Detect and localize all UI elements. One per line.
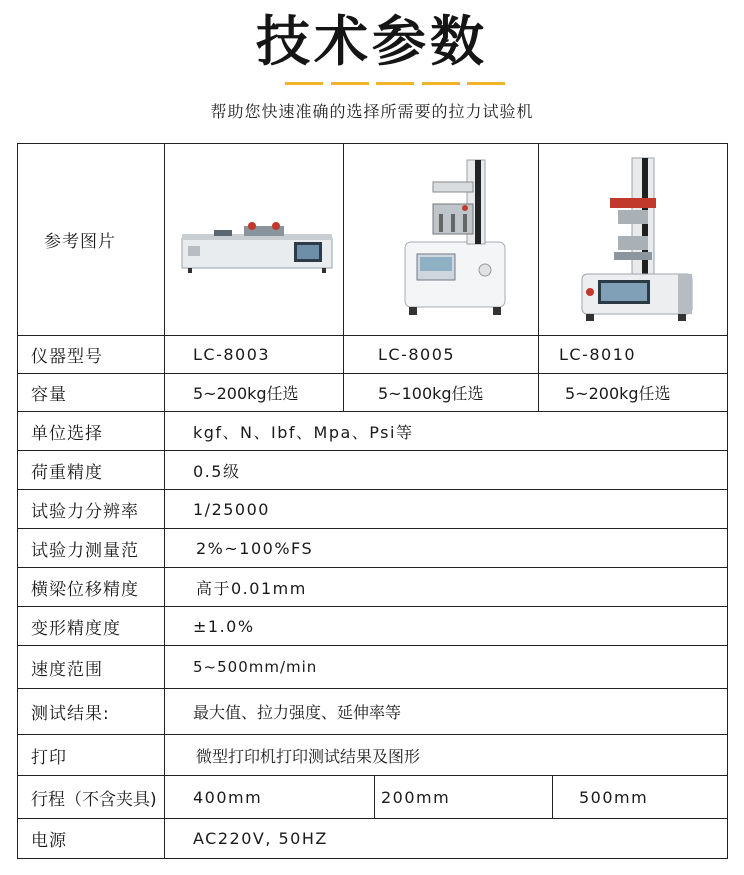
model-value: LC-8003	[193, 345, 271, 364]
spec-label: 横梁位移精度	[18, 568, 165, 606]
spec-label: 单位选择	[18, 412, 165, 450]
spec-row	[17, 734, 728, 775]
capacity-row	[17, 373, 728, 411]
spec-label: 荷重精度	[18, 451, 165, 489]
power-row	[17, 818, 728, 859]
spec-value: 2%~100%FS	[196, 538, 314, 558]
stroke-label: 行程（不含夹具)	[18, 776, 165, 818]
spec-table	[17, 143, 728, 859]
capacity-value: 5~200kg任选	[538, 374, 729, 411]
spec-label: 测试结果:	[18, 689, 165, 734]
stroke-row	[17, 775, 728, 818]
image-row	[17, 143, 728, 335]
spec-row	[17, 606, 728, 645]
spec-value: 微型打印机打印测试结果及图形	[196, 746, 421, 766]
spec-value: 高于0.01mm	[196, 578, 307, 598]
model-row	[17, 335, 728, 373]
spec-label: 打印	[18, 735, 165, 775]
spec-value: kgf、N、Ibf、Mpa、Psi等	[193, 422, 414, 442]
title-underline-decoration	[285, 82, 505, 86]
floor-column-tester-image	[538, 144, 730, 335]
spec-row	[17, 450, 728, 489]
capacity-value: 5~100kg任选	[343, 374, 538, 411]
page-title: 技术参数	[256, 10, 488, 73]
spec-label: 变形精度度	[18, 607, 165, 645]
model-value: LC-8010	[538, 336, 729, 373]
image-row-label: 参考图片	[18, 144, 165, 335]
spec-row	[17, 411, 728, 450]
single-column-tester-image	[343, 144, 539, 335]
spec-value: ±1.0%	[193, 616, 255, 636]
spec-value: 5~500mm/min	[193, 658, 318, 676]
spec-row	[17, 489, 728, 528]
spec-row	[17, 567, 728, 606]
spec-row	[17, 528, 728, 567]
stroke-value: 200mm	[374, 776, 552, 818]
spec-row	[17, 645, 728, 688]
stroke-value: 500mm	[552, 776, 729, 818]
spec-label: 速度范围	[18, 646, 165, 688]
spec-label: 试验力分辨率	[18, 490, 165, 528]
model-value: LC-8005	[343, 336, 538, 373]
power-value: AC220V, 50HZ	[193, 829, 328, 848]
page-subtitle: 帮助您快速准确的选择所需要的拉力试验机	[210, 102, 534, 121]
capacity-value: 5~200kg任选	[193, 384, 299, 403]
spec-label: 试验力测量范	[18, 529, 165, 567]
power-label: 电源	[18, 819, 165, 858]
model-label: 仪器型号	[18, 336, 165, 373]
spec-value: 0.5级	[193, 461, 241, 481]
spec-value: 1/25000	[193, 499, 270, 519]
spec-value: 最大值、拉力强度、延伸率等	[193, 703, 402, 722]
stroke-value: 400mm	[193, 787, 263, 807]
spec-row	[17, 688, 728, 734]
capacity-label: 容量	[18, 374, 165, 411]
horizontal-tester-image	[165, 144, 343, 335]
